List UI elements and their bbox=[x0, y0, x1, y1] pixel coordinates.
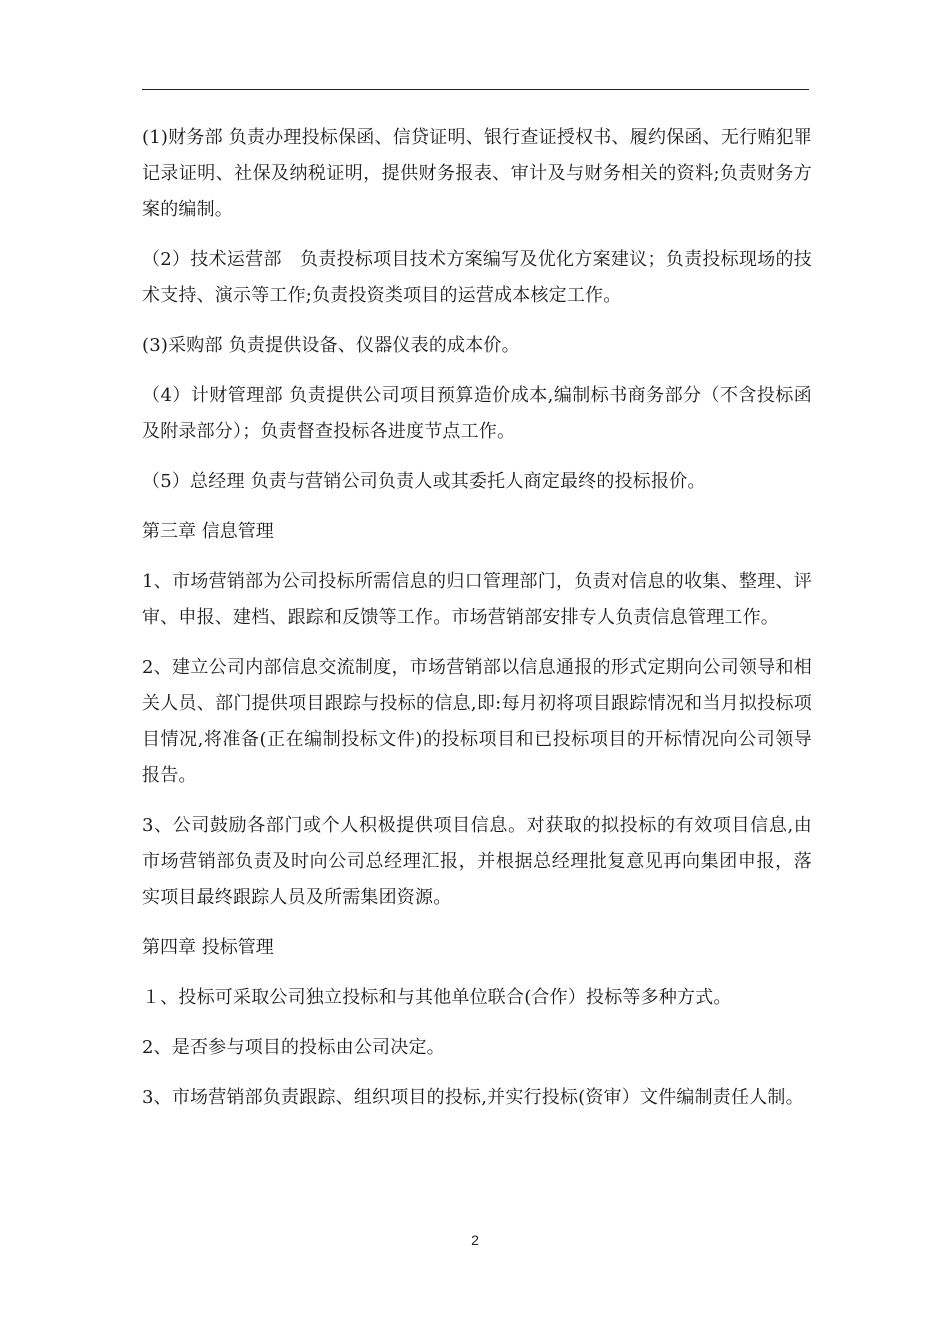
chapter-4-item-3: 3、市场营销部负责跟踪、组织项目的投标,并实行投标(资审）文件编制责任人制。 bbox=[142, 1087, 804, 1108]
page-number: 2 bbox=[471, 1232, 479, 1248]
chapter-4-item-1: １、投标可采取公司独立投标和与其他单位联合(合作）投标等多种方式。 bbox=[142, 987, 732, 1008]
chapter-3-item-3: 3、公司鼓励各部门或个人积极提供项目信息。对获取的拟投标的有效项目信息,由市场营销部负责及时向公司总经理汇报，并根据总经理批复意见再向集团申报，落实项目最终跟踪人员及所需集团资源。 bbox=[142, 815, 812, 908]
chapter-4-heading: 第四章 投标管理 bbox=[142, 937, 274, 958]
paragraph-finance-dept: (1)财务部 负责办理投标保函、信贷证明、银行查证授权书、履约保函、无行贿犯罪记录证明、社保及纳税证明，提供财务报表、审计及与财务相关的资料;负责财务方案的编制。 bbox=[142, 127, 812, 220]
chapter-3-item-2: 2、建立公司内部信息交流制度，市场营销部以信息通报的形式定期向公司领导和相关人员、部门提供项目跟踪与投标的信息,即:每月初将项目跟踪情况和当月拟投标项目情况,将准备(正在编制投标文件)的投标项目和已投标项目的开标情况向公司领导报告。 bbox=[142, 657, 812, 786]
paragraph-purchasing-dept: (3)采购部 负责提供设备、仪器仪表的成本价。 bbox=[142, 335, 520, 356]
paragraph-tech-ops-dept: （2）技术运营部 负责投标项目技术方案编写及优化方案建议；负责投标现场的技术支持、演示等工作;负责投资类项目的运营成本核定工作。 bbox=[142, 249, 812, 306]
chapter-3-item-1: 1、市场营销部为公司投标所需信息的归口管理部门，负责对信息的收集、整理、评审、申报、建档、跟踪和反馈等工作。市场营销部安排专人负责信息管理工作。 bbox=[142, 571, 812, 628]
chapter-3-heading: 第三章 信息管理 bbox=[142, 521, 274, 542]
paragraph-planning-finance-dept: （4）计财管理部 负责提供公司项目预算造价成本,编制标书商务部分（不含投标函及附录部分）；负责督查投标各进度节点工作。 bbox=[142, 385, 812, 442]
paragraph-general-manager: （5）总经理 负责与营销公司负责人或其委托人商定最终的投标报价。 bbox=[142, 471, 706, 492]
document-body bbox=[142, 120, 812, 1130]
chapter-4-item-2: 2、是否参与项目的投标由公司决定。 bbox=[142, 1037, 445, 1058]
header-rule bbox=[142, 89, 809, 90]
